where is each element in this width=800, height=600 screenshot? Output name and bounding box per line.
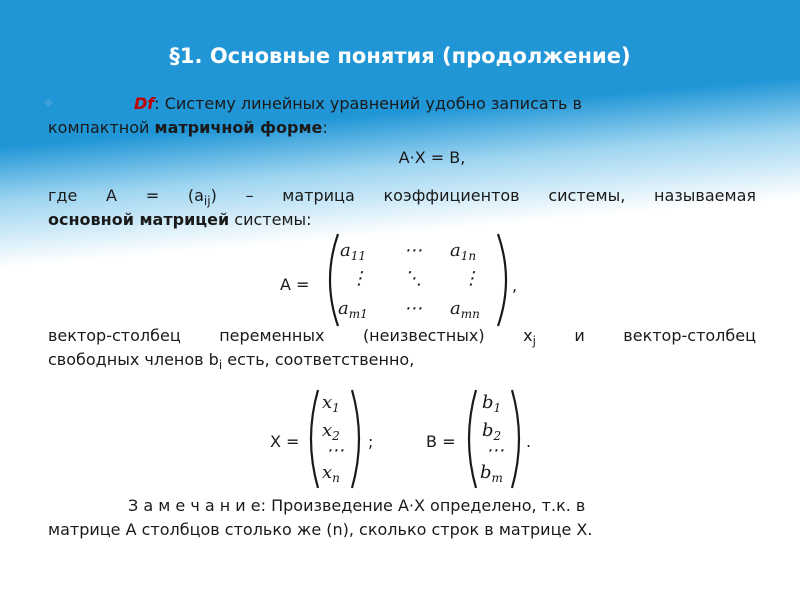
x1: $x_1$ [322,392,340,415]
vector-rest: и вектор-столбец [535,326,757,345]
x-semicolon: ; [368,432,374,451]
main-matrix-line [48,208,756,232]
b2: $b_2$ [482,420,502,443]
cell-dots-2: ⋯ [404,298,422,319]
free-terms-text: свободных членов b [48,350,219,369]
cell-ddots: ⋱ [404,268,422,289]
main-equation: A·X = B, [398,148,466,167]
x-left-paren [302,388,322,490]
matrix-a-comma: , [512,276,518,295]
b-left-paren [460,388,480,490]
cell-a11: $a_{11}$ [340,240,367,263]
bullet-icon: ◆ [44,95,54,109]
definition-text: : Систему линейных уравнений удобно записать в [154,94,582,113]
remark-line-2: матрице A столбцов столько же (n), сколько строк в матрице X. [48,520,593,539]
text-colon: : [322,118,328,137]
cell-vdots-1: ⋮ [350,268,368,289]
where-text: где A = (a [48,186,204,205]
remark-text-1: З а м е ч а н и е: Произведение A·X определено, т.к. в [128,496,586,515]
b-dots: ⋯ [486,440,504,461]
vector-x-label: X = [270,432,300,451]
x-right-paren [348,388,368,490]
df-label: Df [134,94,155,113]
remark-line-1 [48,494,756,518]
vector-line-1 [48,324,756,349]
vector-text: вектор-столбец переменных (неизвестных) x [48,326,533,345]
matrix-a-label: A = [280,275,310,294]
vector-line-2 [48,348,756,373]
text-compact: компактной [48,118,155,137]
bm: $b_m$ [480,462,503,485]
b-right-paren [508,388,528,490]
cell-vdots-2: ⋮ [462,268,480,289]
subscript-j: j [532,334,536,348]
text-system: системы: [229,210,312,229]
definition-line [44,92,756,116]
cell-am1: $a_{m1}$ [338,298,368,321]
xn: $x_n$ [322,462,340,485]
where-rest: ) – матрица коэффициентов системы, называемая [210,186,757,205]
slide-title: §1. Основные понятия (продолжение) [169,44,631,68]
subscript-i: i [218,358,223,372]
b1: $b_1$ [482,392,502,415]
text-matrix-form: матричной форме [154,118,323,137]
cell-a1n: $a_{1n}$ [450,240,477,263]
x2: $x_2$ [322,420,340,443]
where-line [48,184,756,209]
vector-b-label: B = [426,432,456,451]
cell-dots-1: ⋯ [404,240,422,261]
text-main-matrix: основной матрицей [48,210,230,229]
subscript-ij: ij [203,194,211,208]
free-terms-rest: есть, соответственно, [222,350,415,369]
definition-line-2 [48,116,756,140]
cell-amn: $a_{mn}$ [450,298,480,321]
x-dots: ⋯ [326,440,344,461]
b-period: . [526,432,532,451]
